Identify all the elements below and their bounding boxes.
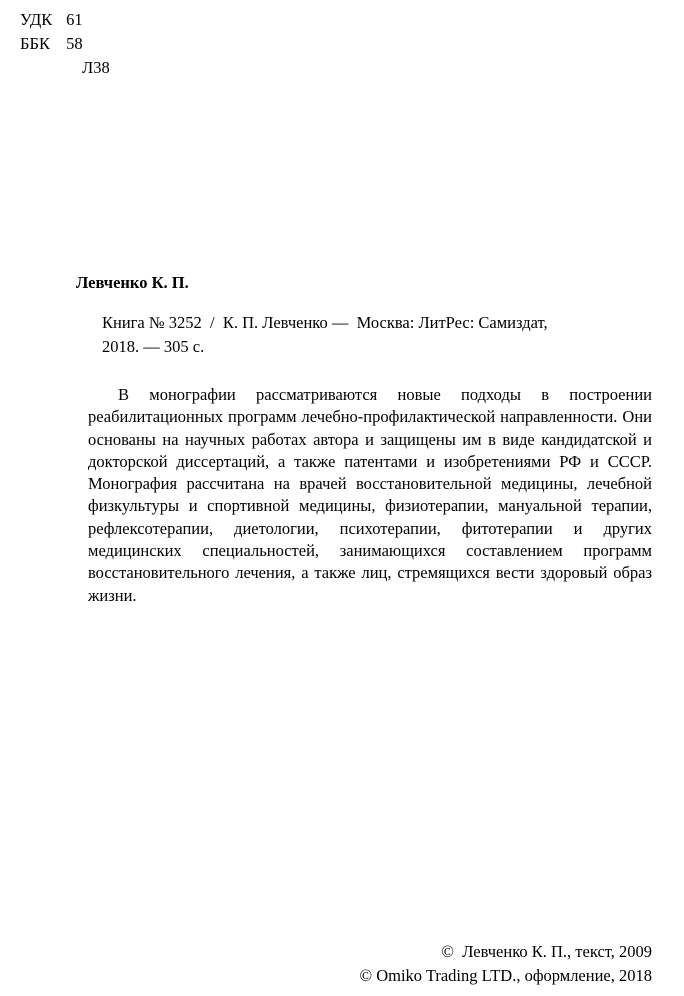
udk-value: 61 <box>66 10 83 29</box>
annotation-paragraph: В монографии рассматриваются новые подходы в построении реабилитационных программ лечебно-профилактической направленности. Они основаны на научных работах автора и защищены им в виде кандидатской и докторской диссертаций, а также патентами и изобретениями РФ и СССР. Монография рассчитана на врачей восстановительной медицины, лечебной физкультуры и спортивной медицины, физиотерапии, мануальной терапии, рефлексотерапии, диетологии, психотерапии, фитотерапии и других медицинских специальностей, занимающихся составлением программ восстановительного лечения, а также лиц, стремящихся вести здоровый образ жизни. <box>88 385 652 605</box>
bbk-row <box>20 32 110 56</box>
bbk-label: ББК <box>20 34 50 53</box>
bibliographic-line-2: 2018. — 305 с. <box>102 337 205 356</box>
bbk-value: 58 <box>66 34 83 53</box>
bibliographic-record <box>102 311 612 359</box>
bibliographic-line-1: Книга № 3252 / К. П. Левченко — Москва: ЛитРес: Самиздат, <box>102 313 548 332</box>
udk-label: УДК <box>20 10 53 29</box>
author-heading: Левченко К. П. <box>76 273 189 292</box>
design-copyright: © Omiko Trading LTD., оформление, 2018 <box>359 966 652 985</box>
copyright-block <box>360 940 652 988</box>
text-copyright: © Левченко К. П., текст, 2009 <box>441 942 652 961</box>
classification-block <box>20 8 110 80</box>
udk-row <box>20 8 110 32</box>
author-mark: Л38 <box>82 58 110 77</box>
